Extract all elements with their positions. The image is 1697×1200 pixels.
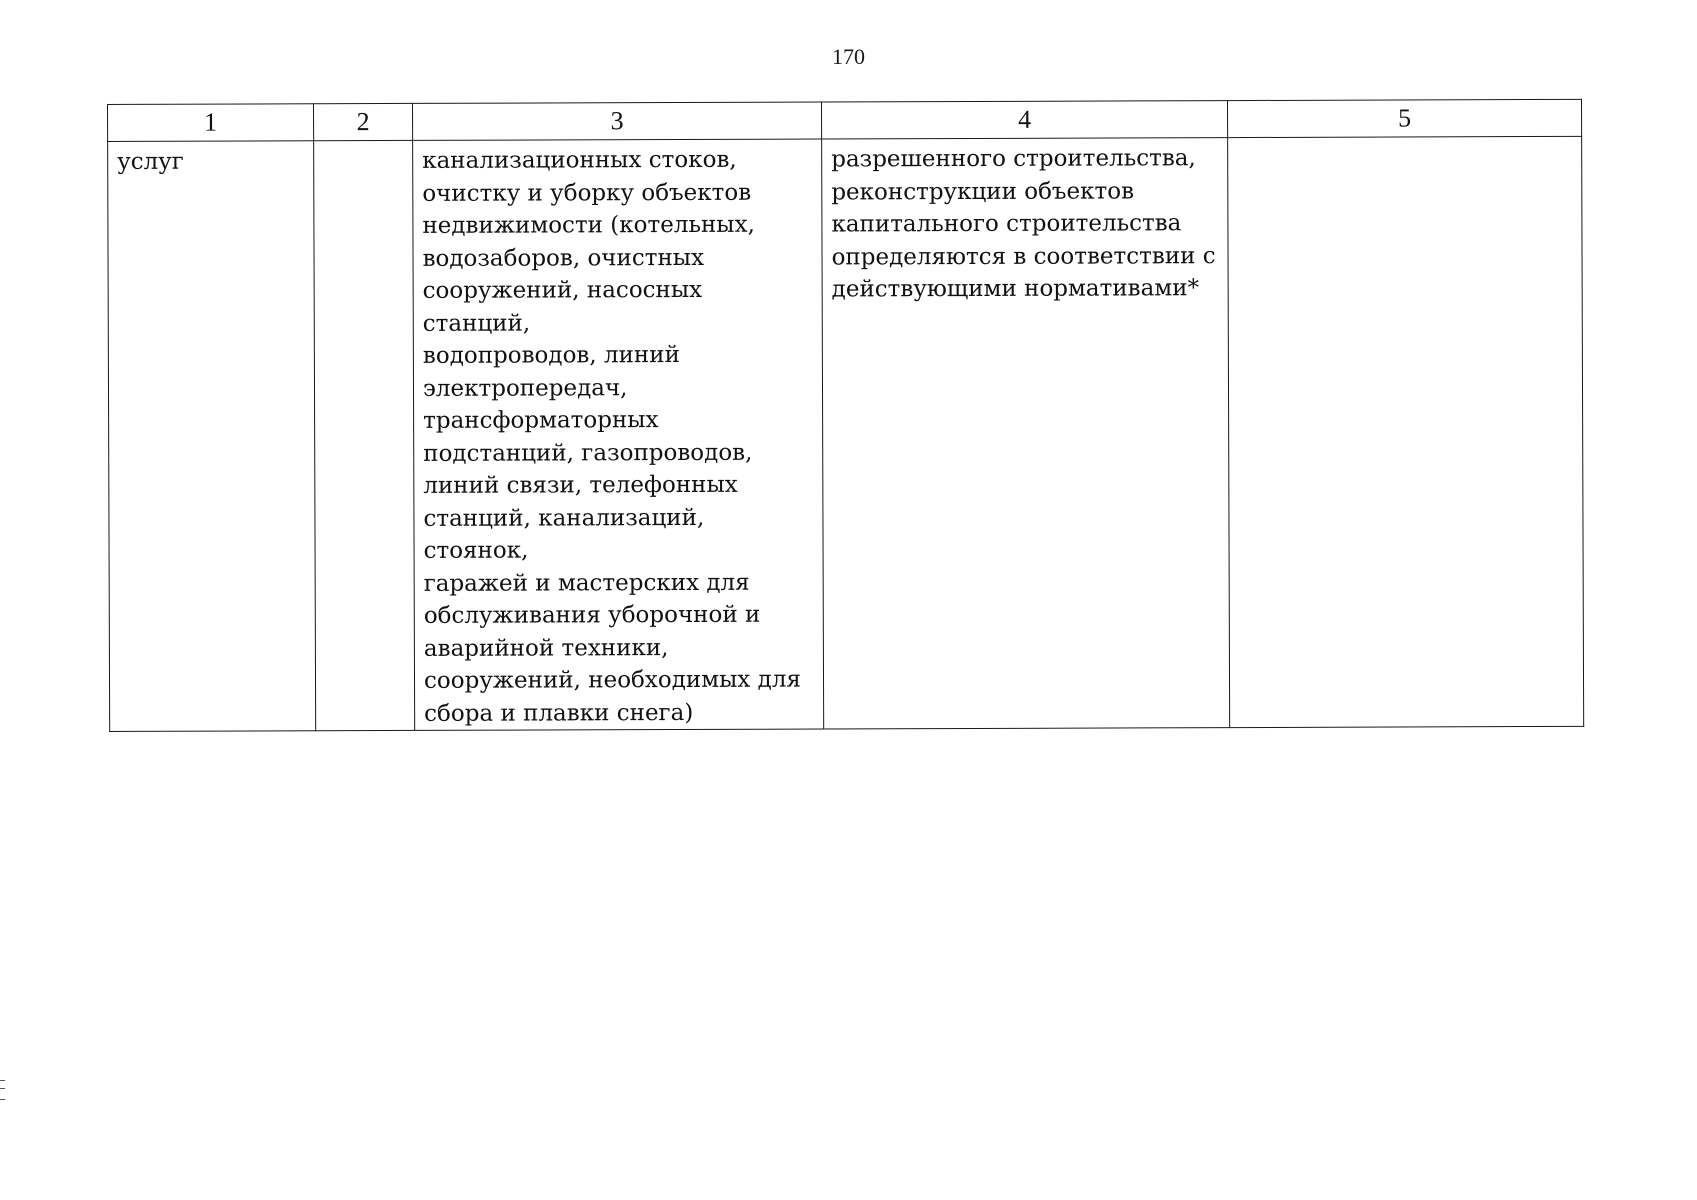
table-header-row xyxy=(108,99,1582,141)
cell-text-col1: услуг xyxy=(117,148,184,175)
column-header-4: 4 xyxy=(821,101,1227,139)
document-table xyxy=(107,99,1584,732)
table-cell-col4 xyxy=(822,138,1230,729)
page-number: 170 xyxy=(832,44,865,69)
column-header-5: 5 xyxy=(1227,99,1581,137)
column-header-3: 3 xyxy=(412,102,821,140)
column-header-2: 2 xyxy=(314,103,413,140)
table-cell-col5 xyxy=(1228,136,1584,727)
table-cell-col3 xyxy=(413,139,824,730)
cell-text-col5 xyxy=(1228,137,1581,142)
table-cell-col1 xyxy=(108,141,316,732)
table-cell-col2 xyxy=(314,140,415,730)
scan-edge-mark xyxy=(0,1080,5,1100)
column-header-1: 1 xyxy=(108,104,314,142)
table-row xyxy=(108,136,1584,731)
cell-text-col4: разрешенного строительства, реконструкции объектов капитального строительства определяются в соответствии с действующими нормативами* xyxy=(831,145,1216,303)
cell-text-col2 xyxy=(314,141,412,145)
cell-text-col3: канализационных стоков, очистку и уборку объектов недвижимости (котельных, водозаборов, очистных сооружений, насосных станций, водопроводов, линий электропередач, трансформаторных подстанций, газопроводов, линий связи, телефонных станций, канализаций, стоянок, гаражей и мастерских для обслуживания уборочной и аварийной техники, сооружений, необходимых для сбора и плавки снега) xyxy=(422,146,801,727)
